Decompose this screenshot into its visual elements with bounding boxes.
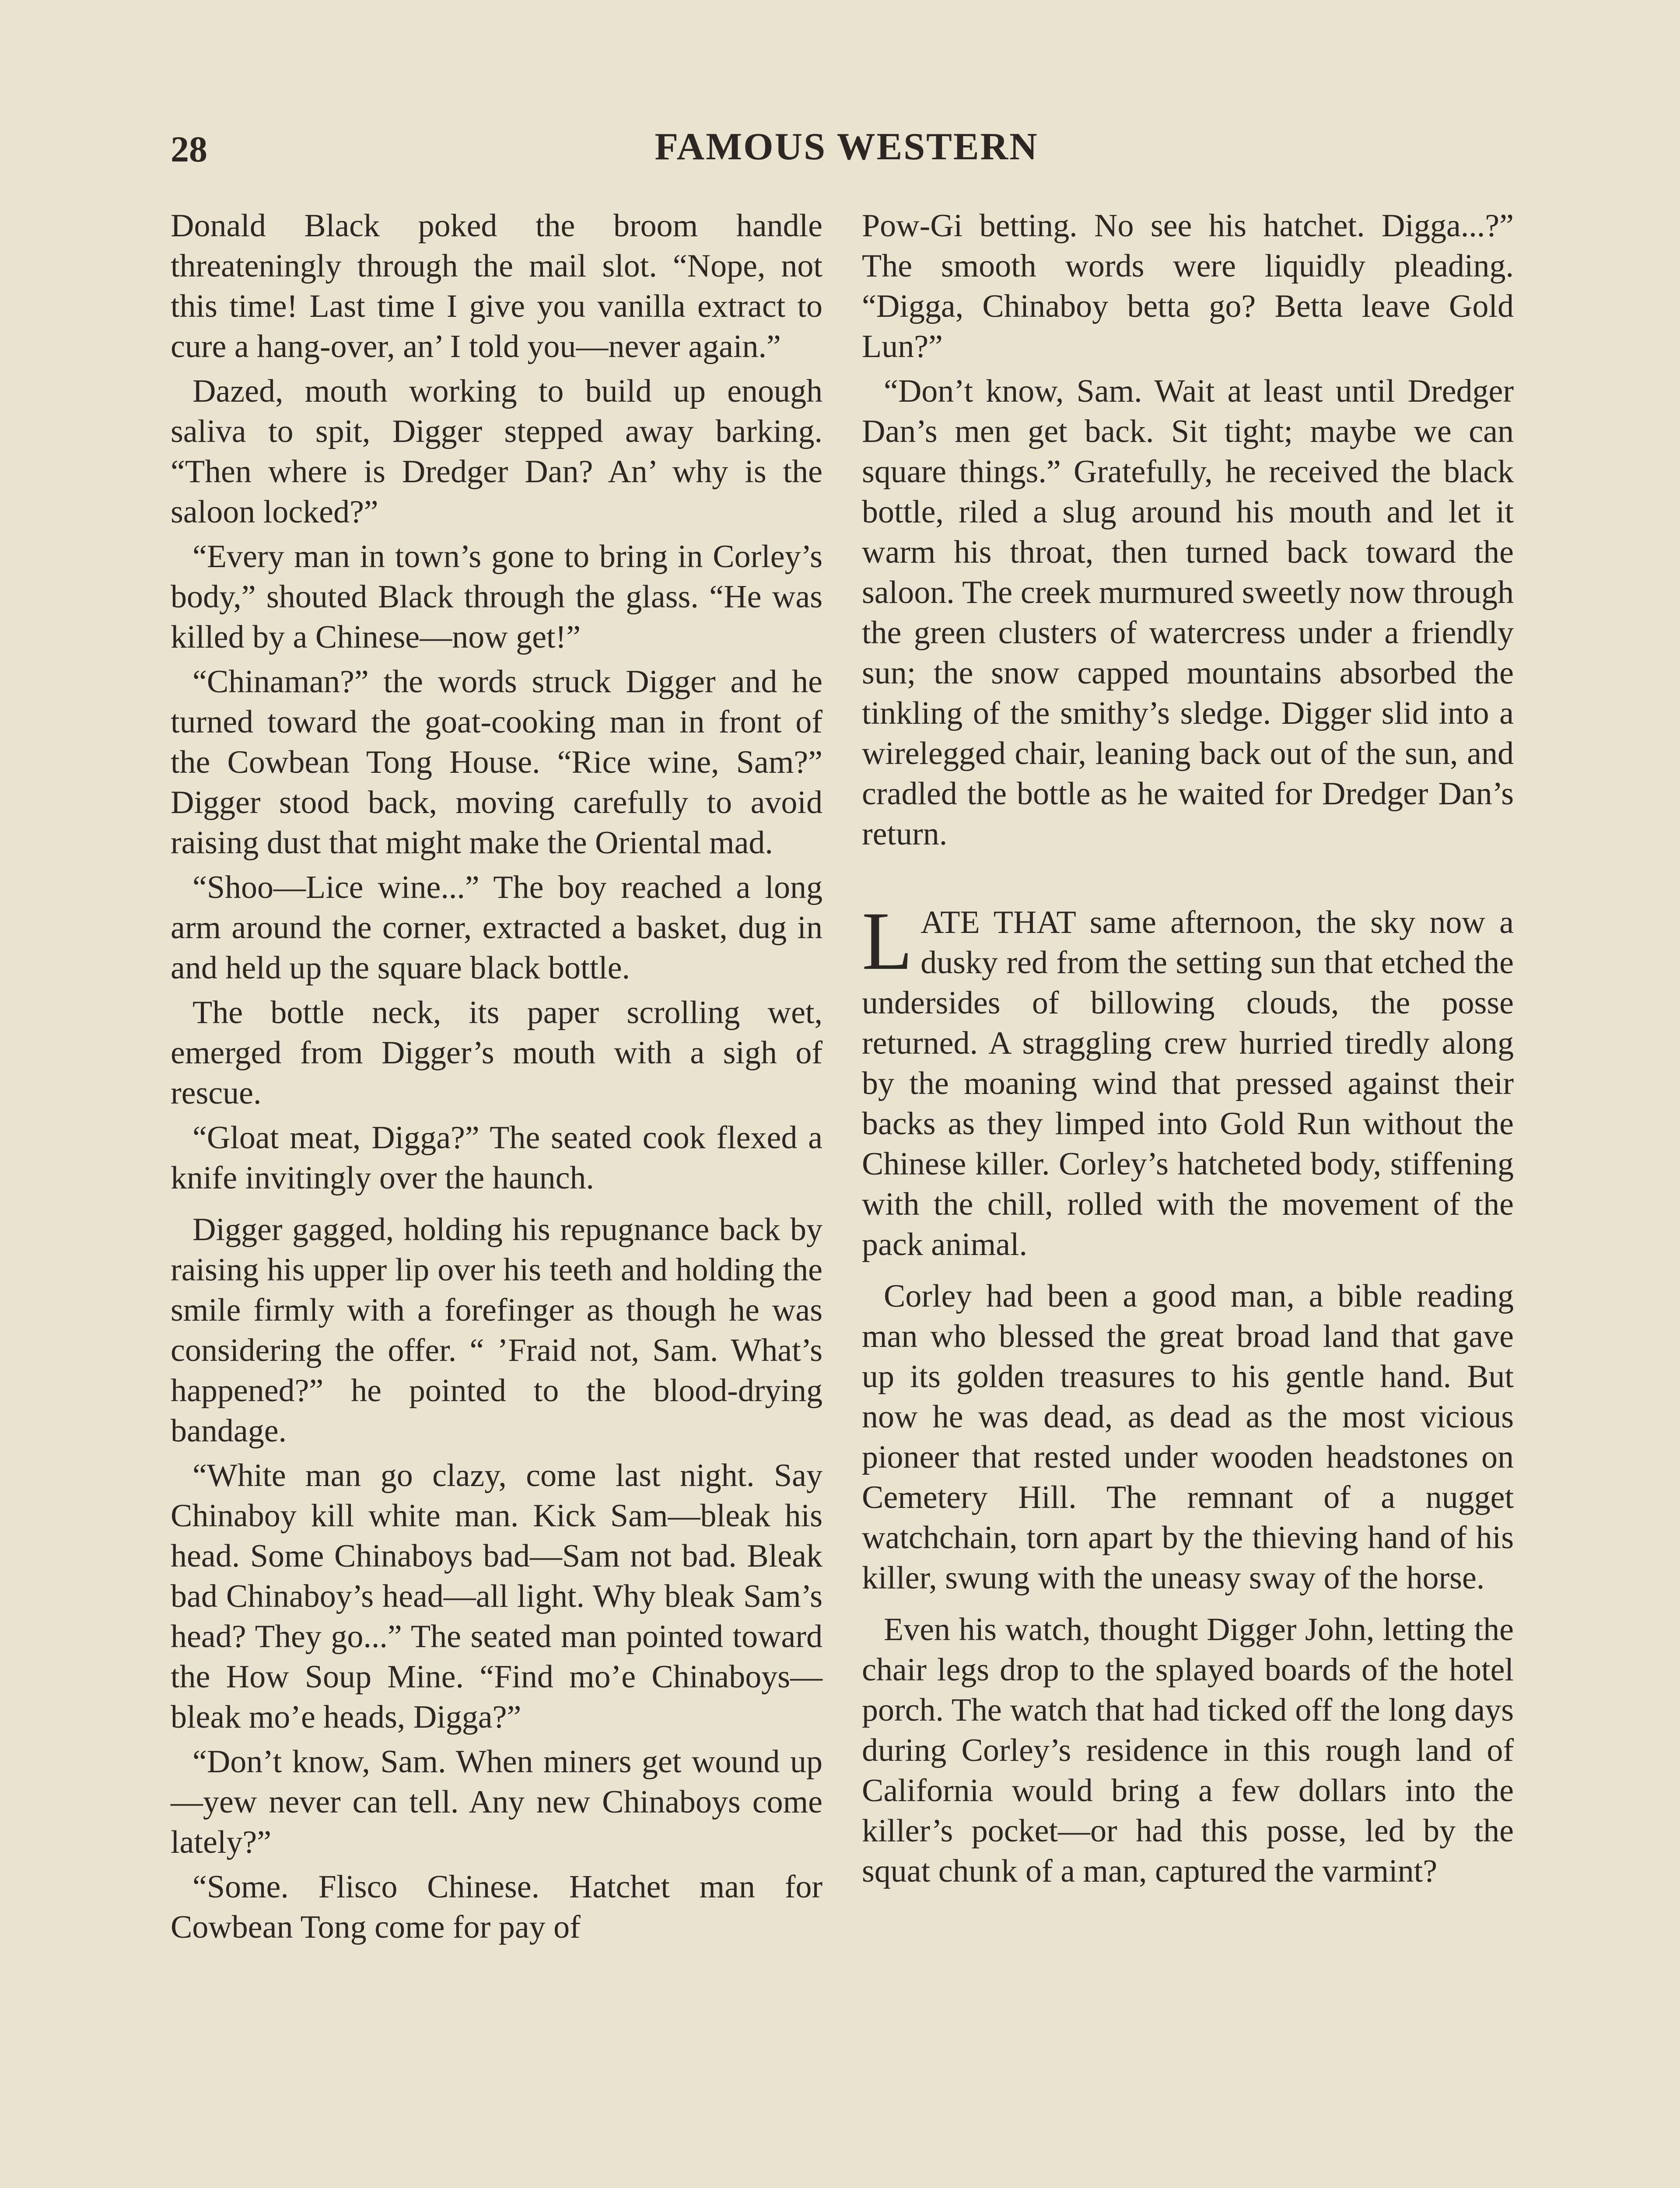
right-column bbox=[862, 206, 1514, 1896]
paragraph: “Don’t know, Sam. When miners get wound up—yew never can tell. Any new Chinaboys come lately?” bbox=[171, 1744, 822, 1860]
magazine-title: FAMOUS WESTERN bbox=[654, 126, 1039, 168]
page-number: 28 bbox=[171, 129, 207, 170]
paragraph: Donald Black poked the broom handle threateningly through the mail slot. “Nope, not this time! Last time I give you vanilla extract to cure a hang-over, an’ I told you—never again.” bbox=[171, 208, 822, 365]
paragraph: “Some. Flisco Chinese. Hatchet man for Cowbean Tong come for pay of bbox=[171, 1869, 822, 1945]
paragraph: The bottle neck, its paper scrolling wet, emerged from Digger’s mouth with a sigh of rescue. bbox=[171, 995, 822, 1111]
paragraph: “Chinaman?” the words struck Digger and he turned toward the goat-cooking man in front of the Cowbean Tong House. “Rice wine, Sam?” Digger stood back, moving carefully to avoid raising dust that might make the Oriental mad. bbox=[171, 664, 822, 861]
paragraph: Pow-Gi betting. No see his hatchet. Digga...?” The smooth words were liquidly pleading. “Digga, Chinaboy betta go? Betta leave Gold Lun?” bbox=[862, 208, 1514, 365]
paragraph: Even his watch, thought Digger John, letting the chair legs drop to the splayed boards of the hotel porch. The watch that had ticked off the long days during Corley’s residence in this rough land of California would bring a few dollars into the killer’s pocket—or had this posse, led by the squat chunk of a man, captured the varmint? bbox=[862, 1612, 1514, 1889]
paragraph: Corley had been a good man, a bible reading man who blessed the great broad land that gave up its golden treasures to his gentle hand. But now he was dead, as dead as the most vicious pioneer that rested under wooden headstones on Cemetery Hill. The remnant of a nugget watchchain, torn apart by the thieving hand of his killer, swung with the uneasy sway of the horse. bbox=[862, 1278, 1514, 1596]
paragraph: Digger gagged, holding his repugnance back by raising his upper lip over his teeth and holding the smile firmly with a forefinger as though he was considering the offer. “ ’Fraid not, Sam. What’s happened?” he pointed to the blood-drying bandage. bbox=[171, 1212, 822, 1449]
left-column bbox=[171, 206, 822, 1952]
paragraph: “Every man in town’s gone to bring in Corley’s body,” shouted Black through the glass. “He was killed by a Chinese—now get!” bbox=[171, 539, 822, 655]
paragraph: “White man go clazy, come last night. Say Chinaboy kill white man. Kick Sam—bleak his head. Some Chinaboys bad—Sam not bad. Bleak bad Chinaboy’s head—all light. Why bleak Sam’s head? They go...” The seated man pointed toward the How Soup Mine. “Find mo’e Chinaboys—bleak mo’e heads, Digga?” bbox=[171, 1458, 822, 1735]
paragraph: Dazed, mouth working to build up enough saliva to spit, Digger stepped away barking. “Then where is Dredger Dan? An’ why is the saloon locked?” bbox=[171, 373, 822, 530]
section-opening-text: ATE THAT same afternoon, the sky now a dusky red from the setting sun that etched the undersides of billowing clouds, the posse returned. A straggling crew hurried tiredly along by the moaning wind that pressed against their backs as they limped into Gold Run without the Chinese killer. Corley’s hatcheted body, stiffening with the chill, rolled with the movement of the pack animal. bbox=[862, 905, 1514, 1262]
paragraph: “Gloat meat, Digga?” The seated cook flexed a knife invitingly over the haunch. bbox=[171, 1120, 822, 1196]
page-header bbox=[171, 125, 1522, 177]
paragraph: “Don’t know, Sam. Wait at least until Dredger Dan’s men get back. Sit tight; maybe we can square things.” Gratefully, he received the black bottle, riled a slug around his mouth and let it warm his throat, then turned back toward the saloon. The creek murmured sweetly now through the green clusters of watercress under a friendly sun; the snow capped mountains absorbed the tinkling of the smithy’s sledge. Digger slid into a wirelegged chair, leaning back out of the sun, and cradled the bottle as he waited for Dredger Dan’s return. bbox=[862, 373, 1514, 852]
paragraph: “Shoo—Lice wine...” The boy reached a long arm around the corner, extracted a basket, dug in and held up the square black bottle. bbox=[171, 870, 822, 986]
section-opening-paragraph bbox=[862, 895, 1514, 1265]
drop-cap: L bbox=[862, 895, 913, 987]
